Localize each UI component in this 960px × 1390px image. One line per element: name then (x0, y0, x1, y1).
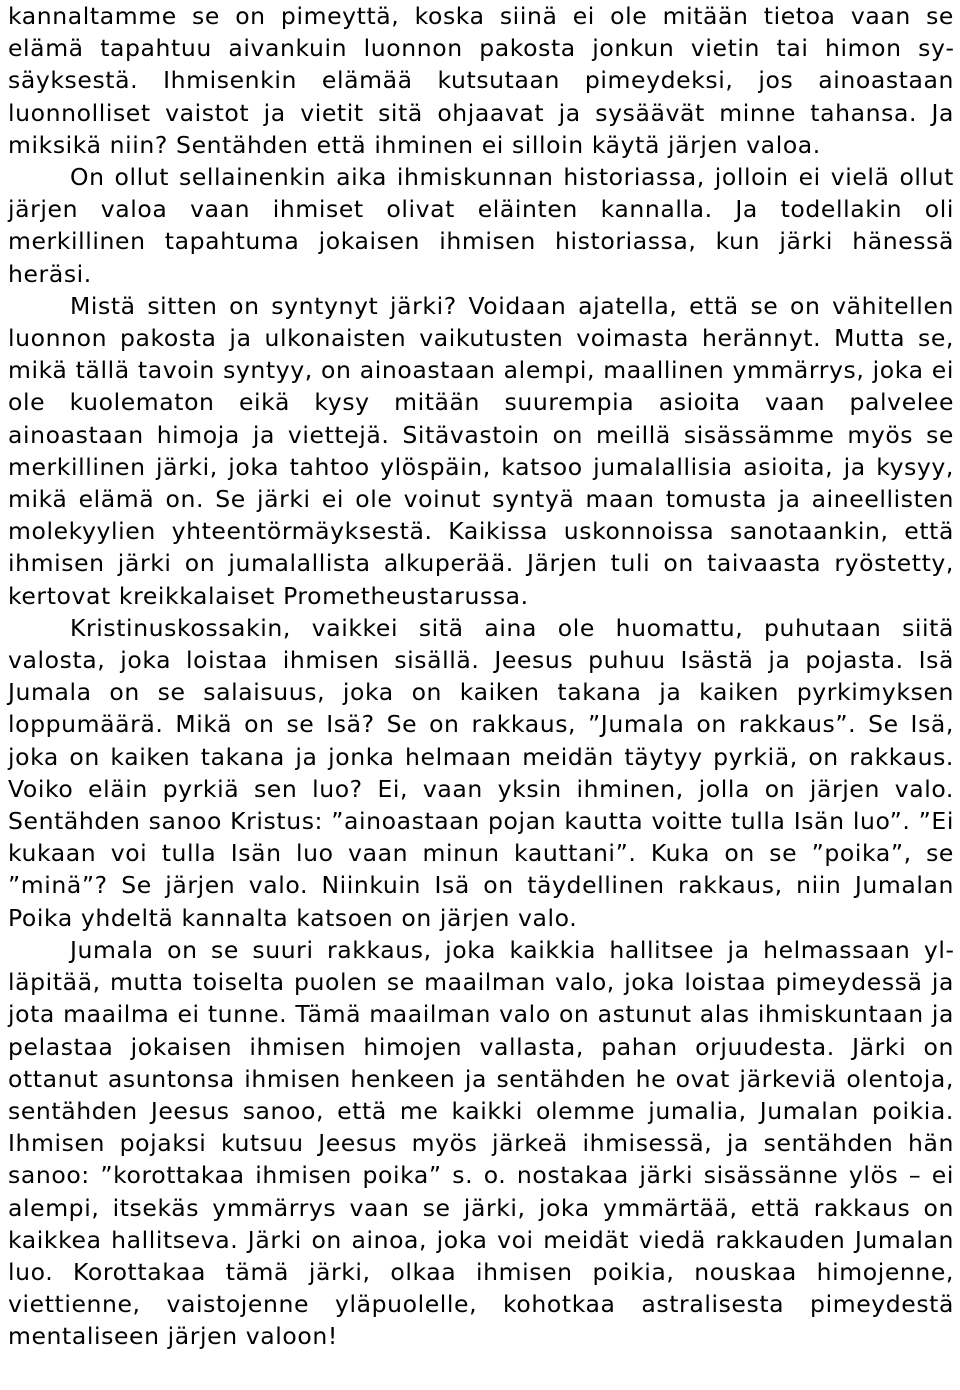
paragraph-5: Jumala on se suuri rakkaus, joka kaikkia hallitsee ja helmassaan ylläpitää, mutta toiselta puolen se maailman valo, joka loistaa pimeydessä ja jota maailma ei tunne. Tämä maailman valo on astunut alas ihmiskuntaan ja pelastaa jokaisen ihmisen himojen vallasta, pahan orjuudesta. Järki on ottanut asuntonsa ihmisen henkeen ja sentähden he ovat järkeviä olentoja, sentähden Jeesus sanoo, että me kaikki olemme jumalia, Jumalan poikia. Ihmisen pojaksi kutsuu Jeesus myös järkeä ihmisessä, ja sentähden hän sanoo: ”korottakaa ihmisen poika” s. o. nostakaa järki sisässänne ylös – ei alempi, itsekäs ymmärrys vaan se järki, joka ymmärtää, että rakkaus on kaikkea hallitseva. Järki on ainoa, joka voi meidät viedä rakkauden Jumalan luo. Korottakaa tämä järki, olkaa ihmisen poikia, nouskaa himojenne, viettienne, vaistojenne yläpuolelle, kohotkaa astralisesta pimeydestä mentaliseen järjen valoon! (8, 935, 954, 1351)
paragraph-4: Kristinuskossakin, vaikkei sitä aina ole huomattu, puhutaan siitä valosta, joka loistaa ihmisen sisällä. Jeesus puhuu Isästä ja pojasta. Isä Jumala on se salaisuus, joka on kaiken takana ja kaiken pyrkimyksen loppumäärä. Mikä on se Isä? Se on rakkaus, ”Jumala on rakkaus”. Se Isä, joka on kaiken takana ja jonka helmaan meidän täytyy pyrkiä, on rakkaus. Voiko eläin pyrkiä sen luo? Ei, vaan yksin ihminen, jolla on järjen valo. Sentähden sanoo Kristus: ”ainoastaan pojan kautta voitte tulla Isän luo”. ”Ei kukaan voi tulla Isän luo vaan minun kauttani”. Kuka on se ”poika”, se ”minä”? Se järjen valo. Niinkuin Isä on täydellinen rakkaus, niin Jumalan Poika yhdeltä kannalta katsoen on järjen valo. (8, 613, 954, 932)
paragraph-1: kannaltamme se on pimeyttä, koska siinä ei ole mitään tietoa vaan se elämä tapahtuu aivankuin luonnon pakosta jonkun vietin tai himon sysäyksestä. Ihmisenkin elämää kutsutaan pimeydeksi, jos ainoastaan luonnolliset vaistot ja vietit sitä ohjaavat ja sysäävät minne tahansa. Ja miksikä niin? Sentähden että ihminen ei silloin käytä järjen valoa. (8, 2, 954, 159)
paragraph-3: Mistä sitten on syntynyt järki? Voidaan ajatella, että se on vähitellen luonnon pakosta ja ulkonaisten vaikutusten voimasta herännyt. Mutta se, mikä tällä tavoin syntyy, on ainoastaan alempi, maallinen ymmärrys, joka ei ole kuolematon eikä kysy mitään suurempia asioita vaan palvelee ainoastaan himoja ja viettejä. Sitävastoin on meillä sisässämme myös se merkillinen järki, joka tahtoo ylöspäin, katsoo jumalallisia asioita, ja kysyy, mikä elämä on. Se järki ei ole voinut syntyä maan tomusta ja aineellisten molekyylien yhteentörmäyksestä. Kaikissa uskonnoissa sanotaankin, että ihmisen järki on jumalallista alkuperää. Järjen tuli on taivaasta ryöstetty, kertovat kreikkalaiset Prometheustarussa. (8, 291, 954, 610)
paragraph-2: On ollut sellainenkin aika ihmiskunnan historiassa, jolloin ei vielä ollut järjen valoa vaan ihmiset olivat eläinten kannalla. Ja todellakin oli merkillinen tapahtuma jokaisen ihmisen historiassa, kun järki hänessä heräsi. (8, 163, 954, 288)
